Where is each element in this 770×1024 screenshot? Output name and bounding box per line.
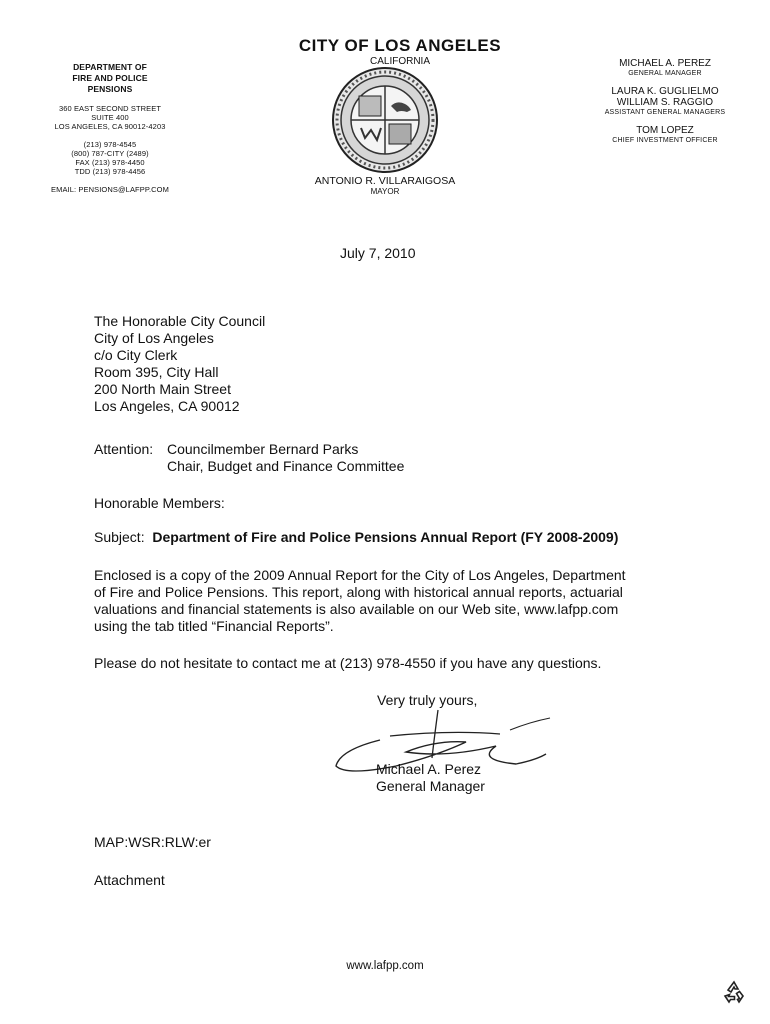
dept-name-line2: FIRE AND POLICE bbox=[72, 73, 148, 83]
recipient-address bbox=[94, 313, 265, 415]
state-name: CALIFORNIA bbox=[369, 56, 430, 67]
phone: (213) 978-4545 bbox=[83, 140, 137, 149]
city-name: CITY OF LOS ANGELES bbox=[298, 36, 502, 55]
recycle-icon bbox=[722, 980, 746, 1004]
signer-title: General Manager bbox=[376, 778, 485, 794]
address-line: 200 North Main Street bbox=[94, 381, 231, 397]
reference-initials: MAP:WSR:RLW:er bbox=[94, 834, 211, 850]
paragraph-line: of Fire and Police Pensions. This report, along with historical annual reports, actuarial bbox=[94, 584, 623, 600]
body-paragraph-2: Please do not hesitate to contact me at (213) 978-4550 if you have any questions. bbox=[94, 655, 602, 671]
address-line1: 360 EAST SECOND STREET bbox=[58, 104, 162, 113]
signer-block bbox=[376, 761, 485, 795]
dept-name-line3: PENSIONS bbox=[87, 84, 133, 94]
address-line: City of Los Angeles bbox=[94, 330, 214, 346]
city-seal-icon bbox=[331, 66, 439, 174]
fax: FAX (213) 978-4450 bbox=[75, 158, 145, 167]
gm-title: GENERAL MANAGER bbox=[628, 70, 702, 77]
address-line: Room 395, City Hall bbox=[94, 364, 219, 380]
mayor-name: ANTONIO R. VILLARAIGOSA bbox=[314, 175, 456, 187]
cio-name: TOM LOPEZ bbox=[636, 125, 694, 136]
tdd: TDD (213) 978-4456 bbox=[74, 167, 146, 176]
attention-line2: Chair, Budget and Finance Committee bbox=[167, 458, 405, 474]
address-line2: SUITE 400 bbox=[91, 113, 129, 122]
dept-name-line1: DEPARTMENT OF bbox=[73, 62, 147, 72]
mayor-title: MAYOR bbox=[370, 187, 400, 196]
mayor-block bbox=[265, 175, 505, 196]
management-header bbox=[580, 58, 750, 145]
attachment-note: Attachment bbox=[94, 872, 165, 888]
footer-website: www.lafpp.com bbox=[346, 960, 424, 972]
attention-block bbox=[94, 441, 404, 475]
agm1-name: LAURA K. GUGLIELMO bbox=[611, 86, 719, 97]
agm2-name: WILLIAM S. RAGGIO bbox=[616, 97, 714, 108]
address-line: c/o City Clerk bbox=[94, 347, 178, 363]
salutation: Honorable Members: bbox=[94, 495, 225, 511]
subject-label: Subject: bbox=[94, 529, 145, 545]
email: EMAIL: PENSIONS@LAFPP.COM bbox=[51, 185, 169, 194]
toll-free-phone: (800) 787-CITY (2489) bbox=[71, 149, 149, 158]
address-line: Los Angeles, CA 90012 bbox=[94, 398, 240, 414]
letter-date: July 7, 2010 bbox=[340, 245, 416, 261]
address-line3: LOS ANGELES, CA 90012-4203 bbox=[54, 122, 166, 131]
cio-title: CHIEF INVESTMENT OFFICER bbox=[612, 137, 718, 144]
attention-line1: Councilmember Bernard Parks bbox=[167, 441, 359, 457]
body-paragraph-1 bbox=[94, 567, 694, 635]
city-header bbox=[250, 37, 550, 68]
subject-line bbox=[94, 529, 618, 546]
signer-name: Michael A. Perez bbox=[376, 761, 482, 777]
attention-label: Attention: bbox=[94, 441, 154, 457]
closing: Very truly yours, bbox=[377, 692, 478, 708]
subject-text: Department of Fire and Police Pensions Annual Report (FY 2008-2009) bbox=[152, 529, 619, 545]
department-header bbox=[20, 62, 200, 194]
paragraph-line: valuations and financial statements is also available on our Web site, www.lafpp.com bbox=[94, 601, 619, 617]
paragraph-line: Enclosed is a copy of the 2009 Annual Report for the City of Los Angeles, Department bbox=[94, 567, 626, 583]
gm-name: MICHAEL A. PEREZ bbox=[619, 58, 711, 69]
agm-title: ASSISTANT GENERAL MANAGERS bbox=[604, 109, 726, 116]
address-line: The Honorable City Council bbox=[94, 313, 266, 329]
paragraph-line: using the tab titled “Financial Reports”. bbox=[94, 618, 334, 634]
